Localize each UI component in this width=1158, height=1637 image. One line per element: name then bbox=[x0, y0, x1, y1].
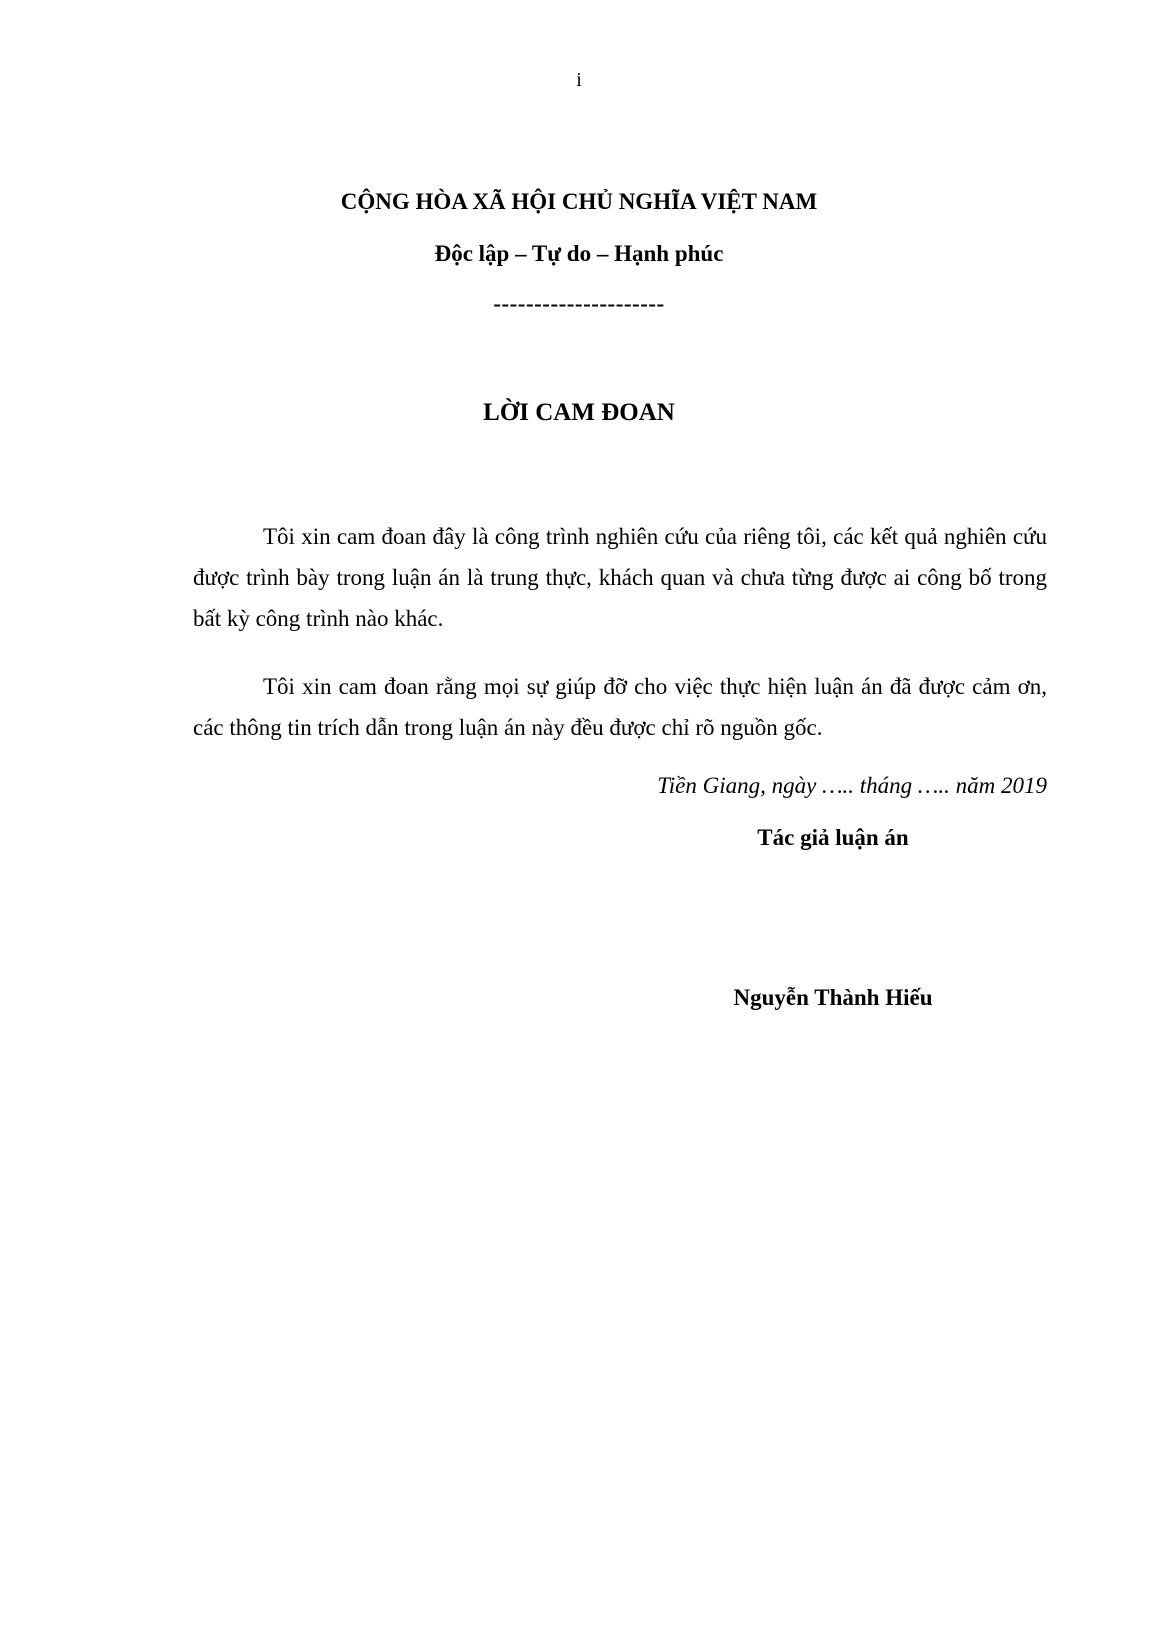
author-name: Nguyễn Thành Hiếu bbox=[733, 985, 933, 1010]
declaration-paragraph-1: Tôi xin cam đoan đây là công trình nghiên cứu của riêng tôi, các kết quả nghiên cứu được trình bày trong luận án là trung thực, khách quan và chưa từng được ai công bố trong bất kỳ công trình nào khác. bbox=[193, 524, 1047, 631]
page-number: i bbox=[576, 69, 582, 91]
place-date-line: Tiền Giang, ngày ….. tháng ….. năm 2019 bbox=[657, 773, 1047, 798]
declaration-paragraph-2: Tôi xin cam đoan rằng mọi sự giúp đỡ cho việc thực hiện luận án đã được cảm ơn, các thông tin trích dẫn trong luận án này đều được chỉ rõ nguồn gốc. bbox=[193, 674, 1047, 740]
author-label: Tác giả luận án bbox=[757, 825, 909, 850]
header-separator: --------------------- bbox=[493, 291, 665, 316]
national-motto: Độc lập – Tự do – Hạnh phúc bbox=[434, 241, 724, 266]
national-title: CỘNG HÒA XÃ HỘI CHỦ NGHĨA VIỆT NAM bbox=[340, 189, 818, 214]
document-title: LỜI CAM ĐOAN bbox=[483, 399, 675, 426]
